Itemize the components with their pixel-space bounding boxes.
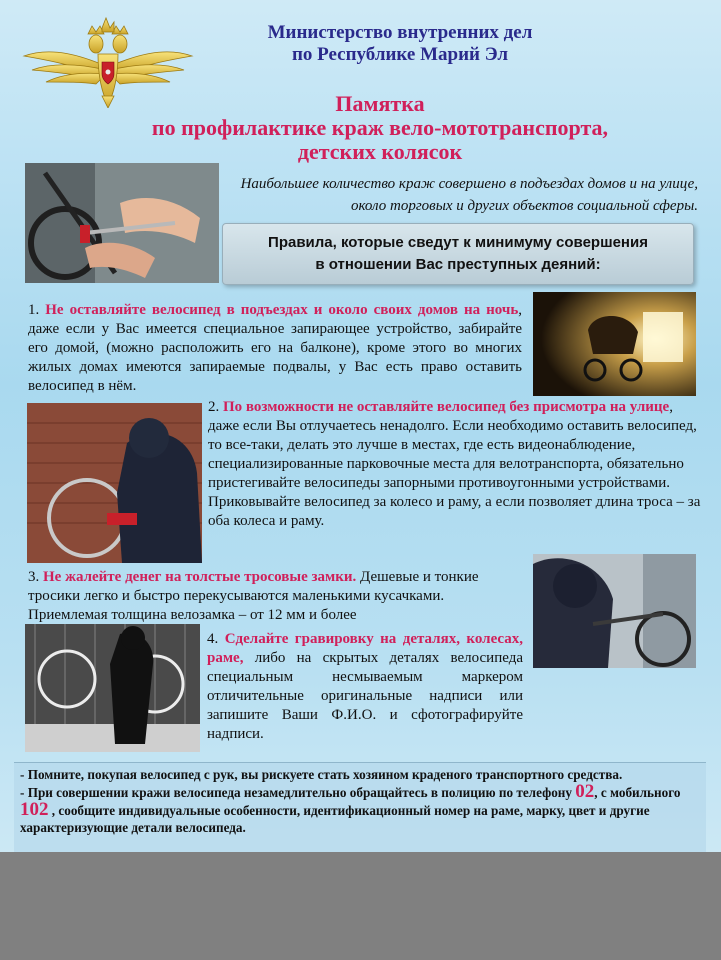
rules-heading-line-1: Правила, которые сведут к минимуму совершения [268,234,648,251]
note-2-mid: , с мобильного [594,785,681,800]
note-2 [20,783,700,836]
police-phone-102: 102 [20,799,49,820]
ministry-line-2: по Республике Марий Эл [291,44,509,65]
police-phone-02: 02 [575,781,595,802]
rule-1-text: , даже если у Вас имеется специальное запирающее устройство, забирайте его домой, (можно расположить его на балконе), кроме этого во многих жилых домах имеются запираемые подвалы, у Вас есть право оставить велосипед в нём. [28,302,523,394]
note-1: - Помните, покупая велосипед с рук, вы рискуете стать хозяином краденого транспортного средства. [20,767,623,782]
ministry-line-1: Министерство внутренних дел [267,22,533,43]
photo-hands-cutting-lock [25,163,219,283]
memo-title-line-2: по профилактике краж вело-мототранспорта, [151,115,609,140]
note-2-start: - При совершении кражи велосипеда незамедлительно обращайтесь в полицию по телефону [20,785,572,800]
rule-2-text: , даже если Вы отлучаетесь ненадолго. Если необходимо оставить велосипед, то все-таки, делать это лучше в местах, где есть видеонаблюдение, специализированные парковочные места для велотранспорта, обязательно пристегивайте велосипеды запорными противоугонными устройствами. Приковывайте велосипед за колесо и раму, а если позволяет длина троса – за оба колеса и раму. [208,399,701,529]
photo-thief-carrying-bike [25,624,200,752]
notes-text [20,766,700,836]
rule-3 [28,568,526,625]
note-2-end: , сообщите индивидуальные особенности, идентификационный номер на раме, марку, цвет и другие характеризующие детали велосипеда. [20,803,650,835]
photo-stroller-stairwell [533,292,696,396]
rule-3-highlight: Не жалейте денег на толстые тросовые замки. [43,569,357,585]
rule-2-number: 2. [208,399,220,415]
photo-hooded-thief [533,554,696,668]
rule-3-text: Дешевые и тонкие тросики легко и быстро перекусываются маленькими кусачками. Приемлемая толщина велозамка – от 12 мм и более [28,569,479,623]
ministry-name [215,22,585,66]
rule-2 [208,398,706,531]
rule-3-number: 3. [28,569,40,585]
rules-heading-line-2: в отношении Вас преступных деяний: [315,256,601,273]
rule-2-highlight: По возможности не оставляйте велосипед без присмотра на улице [223,399,670,415]
memo-title [60,92,700,164]
rules-heading-box [222,223,694,285]
rule-4-highlight: Сделайте гравировку на деталях, колесах, раме, [207,631,523,666]
rule-1-highlight: Не оставляйте велосипед в подъездах и около своих домов на ночь [45,302,519,318]
memo-title-line-3: детских колясок [297,139,463,164]
rule-1-number: 1. [28,302,40,318]
rule-4 [207,630,523,744]
rule-1 [28,301,522,396]
grey-overlay-bar [0,852,721,960]
rule-4-text: либо на скрытых деталях велосипеда специальным несмываемым маркером отличительные оригинальные надписи или запишите Ваши Ф.И.О. и сфотографируйте надписи. [207,650,523,742]
intro-text: Наибольшее количество краж совершено в подъездах домов и на улице, около торговых и других объектов социальной сферы. [240,176,698,214]
photo-thief-crouching [27,403,202,563]
rule-4-number: 4. [207,631,219,647]
memo-title-line-1: Памятка [335,91,425,116]
